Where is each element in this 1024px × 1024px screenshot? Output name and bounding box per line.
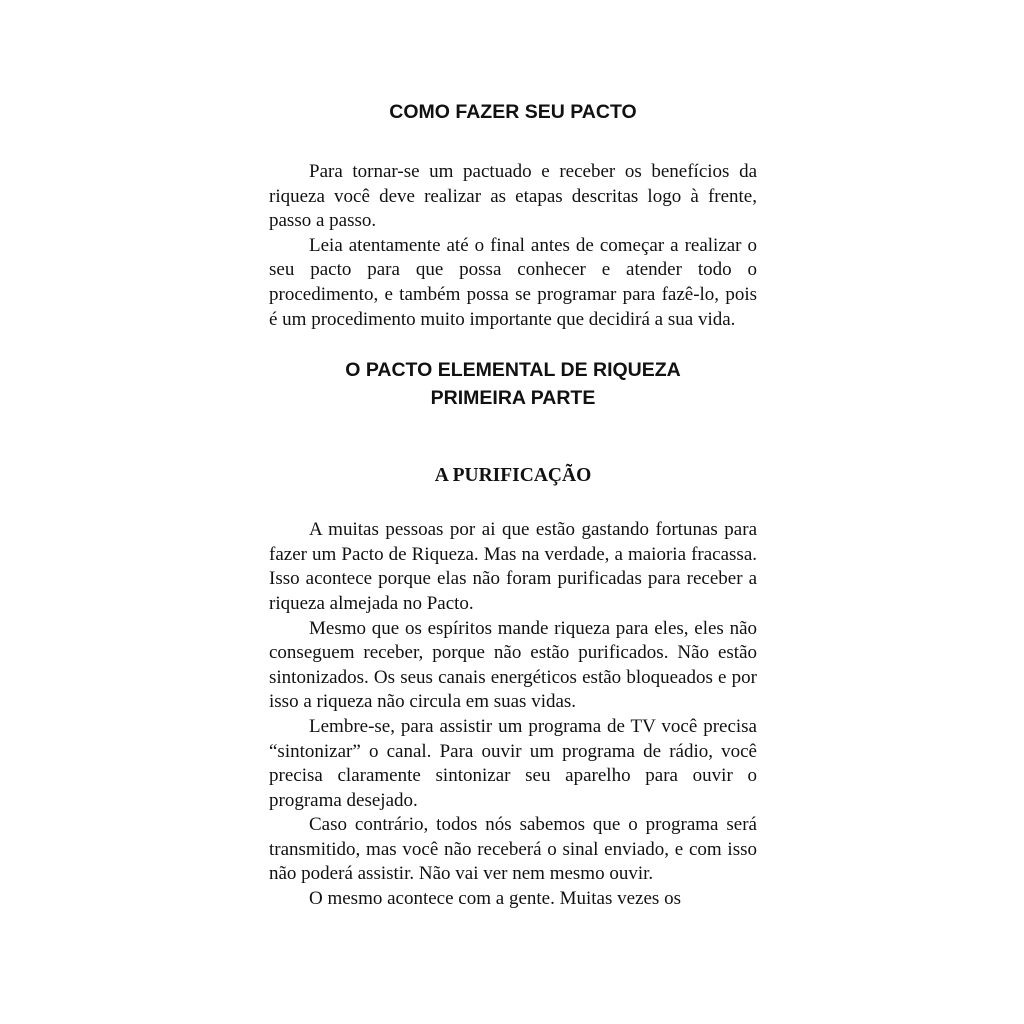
paragraph: Mesmo que os espíritos mande riqueza para eles, eles não conseguem receber, porque não estão purificados. Não estão sintonizados. Os seus canais energéticos estão bloqueados e por isso a riqueza não circula em suas vidas. [269, 617, 757, 713]
spacer [269, 412, 757, 462]
heading-pact-line2: PRIMEIRA PARTE [430, 387, 596, 410]
spacer [269, 332, 757, 356]
paragraph: A muitas pessoas por ai que estão gastando fortunas para fazer um Pacto de Riqueza. Mas na verdade, a maioria fracassa. Isso acontece porque elas não foram purificadas para receber a riqueza almejada no Pacto. [269, 519, 757, 614]
heading-pact-line1: O PACTO ELEMENTAL DE RIQUEZA [345, 359, 681, 382]
spacer [269, 126, 757, 160]
text-column [269, 98, 757, 912]
paragraph: Para tornar-se um pactuado e receber os benefícios da riqueza você deve realizar as etapas descritas logo à frente, passo a passo. [269, 161, 757, 232]
heading-how-to: COMO FAZER SEU PACTO [389, 101, 637, 123]
paragraph: Leia atentamente até o final antes de começar a realizar o seu pacto para que possa conhecer e atender todo o procedimento, e também possa se programar para fazê-lo, pois é um procedimento muito importante que decidirá a sua vida. [269, 234, 757, 330]
spacer [269, 490, 757, 518]
paragraph: Lembre-se, para assistir um programa de TV você precisa “sintonizar” o canal. Para ouvir um programa de rádio, você precisa claramente sintonizar seu aparelho para ouvir o programa desejado. [269, 715, 757, 811]
paragraph: Caso contrário, todos nós sabemos que o programa será transmitido, mas você não receberá o sinal enviado, e com isso não poderá assistir. Não vai ver nem mesmo ouvir. [269, 814, 757, 885]
heading-purification: A PURIFICAÇÃO [434, 465, 592, 487]
paragraph: O mesmo acontece com a gente. Muitas vezes os [309, 888, 681, 910]
